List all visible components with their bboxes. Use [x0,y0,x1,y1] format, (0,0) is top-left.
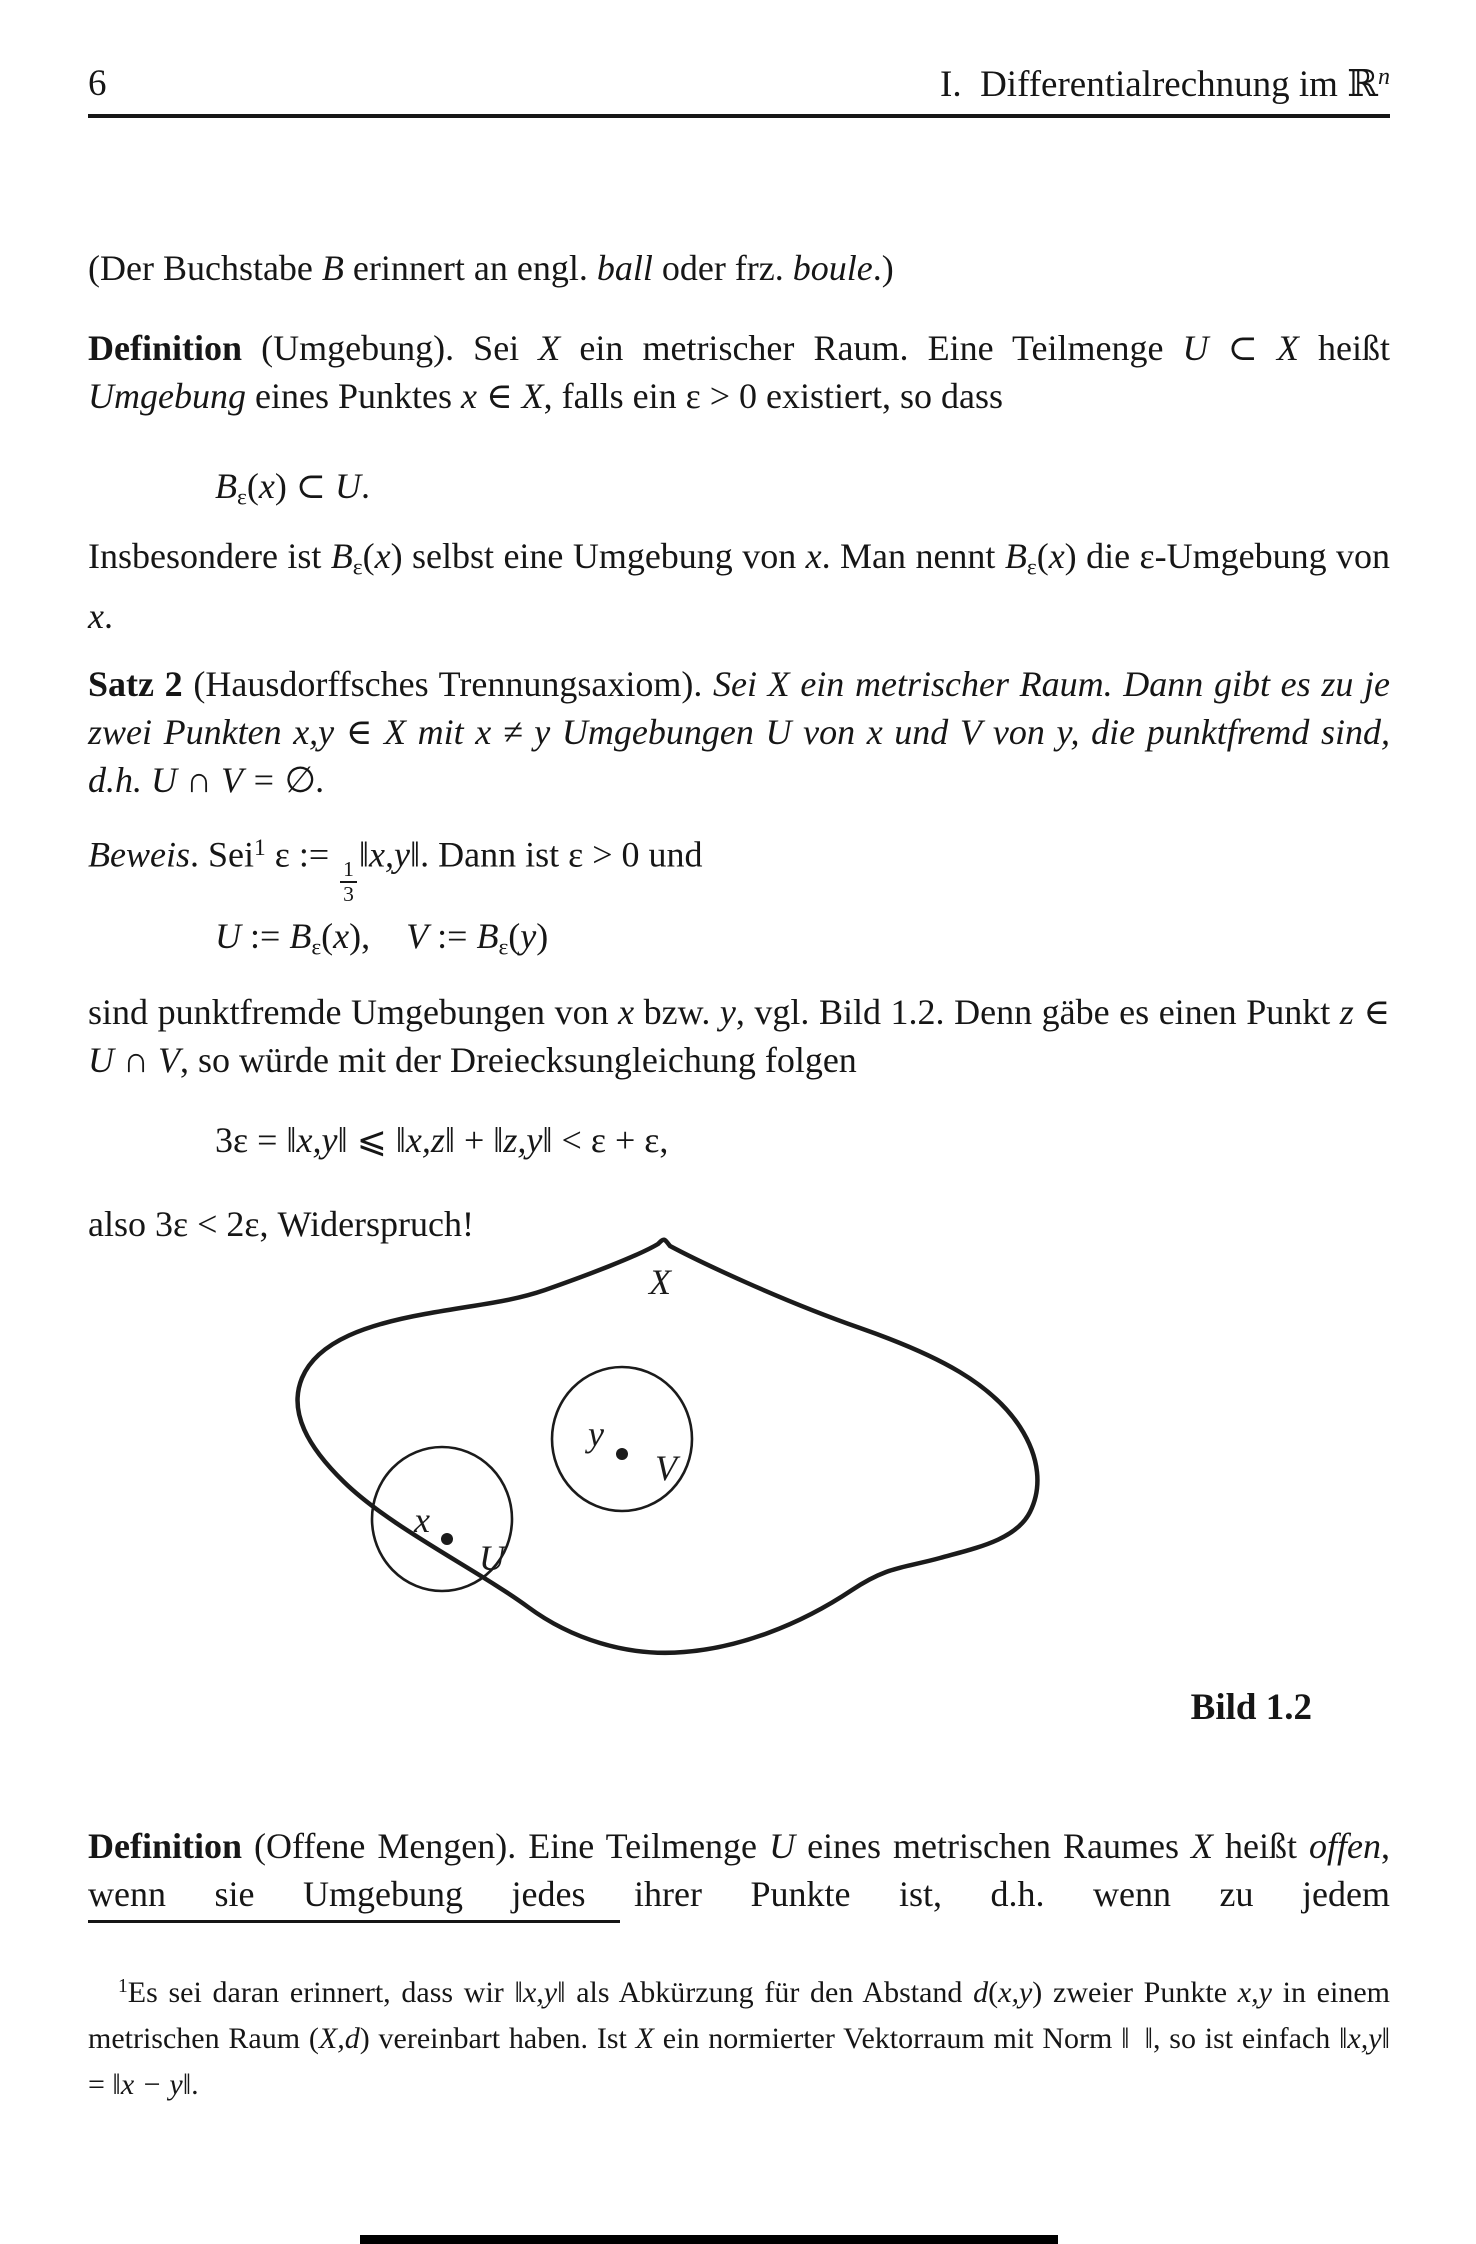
scan-artifact-bar [360,2235,1058,2244]
page-number: 6 [88,63,107,104]
label-point-y: y [588,1414,604,1454]
label-point-x: x [414,1500,430,1540]
equation-triangle-inequality: 3ε = ‖x,y‖ ⩽ ‖x,z‖ + ‖z,y‖ < ε + ε, [215,1120,669,1160]
header-rule [88,114,1390,118]
point-y-dot [616,1448,628,1460]
label-set-V: V [655,1448,677,1488]
label-space-X: X [649,1262,671,1302]
footnote-text: $^1$Es sei daran erinnert, dass wir ‖x,y‖ als Abkürzung für den Abstand d(x,y) zweier Punkte x,y in einem metrischen Raum (X,d) vereinbart haben. Ist X ein normierter Vektorraum mit Norm ‖ ‖, so ist einfach ‖x,y‖ = ‖x − y‖. [88,1975,1390,2101]
paragraph-widerspruch: also 3ε < 2ε, Widerspruch! [88,1204,474,1244]
paragraph-ball-remark: (Der Buchstabe B erinnert an engl. ball oder frz. boule.) [88,248,894,288]
paragraph-punktfremde: sind punktfremde Umgebungen von x bzw. y, vgl. Bild 1.2. Denn gäbe es einen Punkt z ∈ U ∩ V, so würde mit der Dreiecksungleichung folgen [88,992,1391,1080]
set-V-circle [552,1367,692,1511]
label-set-U: U [479,1538,505,1578]
running-head-chapter: I. Differentialrechnung im ℝ$^n$ [940,63,1390,105]
paragraph-definition-umgebung: Definition (Umgebung). Sei X ein metrischer Raum. Eine Teilmenge U ⊂ X heißt Umgebung eines Punktes x ∈ X, falls ein ε > 0 existiert, so dass [88,328,1390,416]
equation-ball-subset-u: Bε(x) ⊂ U. [215,466,370,511]
figure-caption: Bild 1.2 [1190,1687,1312,1728]
figure-bild-1-2 [240,1232,1070,1672]
paragraph-definition-offene-mengen: Definition (Offene Mengen). Eine Teilmenge U eines metrischen Raumes X heißt offen, wenn sie Umgebung jedes ihrer Punkte ist, d.h. wenn zu jedem [88,1826,1391,1914]
footnote-rule [88,1920,620,1923]
paragraph-beweis: Beweis. Sei$^1$ ε := $\frac{1}{3}$ ‖x,y‖. Dann ist ε > 0 und [88,834,703,907]
paragraph-satz-2: Satz 2 (Hausdorffsches Trennungsaxiom). Sei X ein metrischer Raum. Dann gibt es zu je zwei Punkten x,y ∈ X mit x ≠ y Umgebungen U von x und V von y, die punktfremd sind, d.h. U ∩ V = ∅. [88,664,1390,800]
point-x-dot [441,1533,453,1545]
equation-u-v-definition: U := Bε(x), V := Bε(y) [215,916,549,961]
paragraph-insbesondere: Insbesondere ist Bε(x) selbst eine Umgebung von x. Man nennt Bε(x) die ε-Umgebung von x. [88,536,1390,636]
